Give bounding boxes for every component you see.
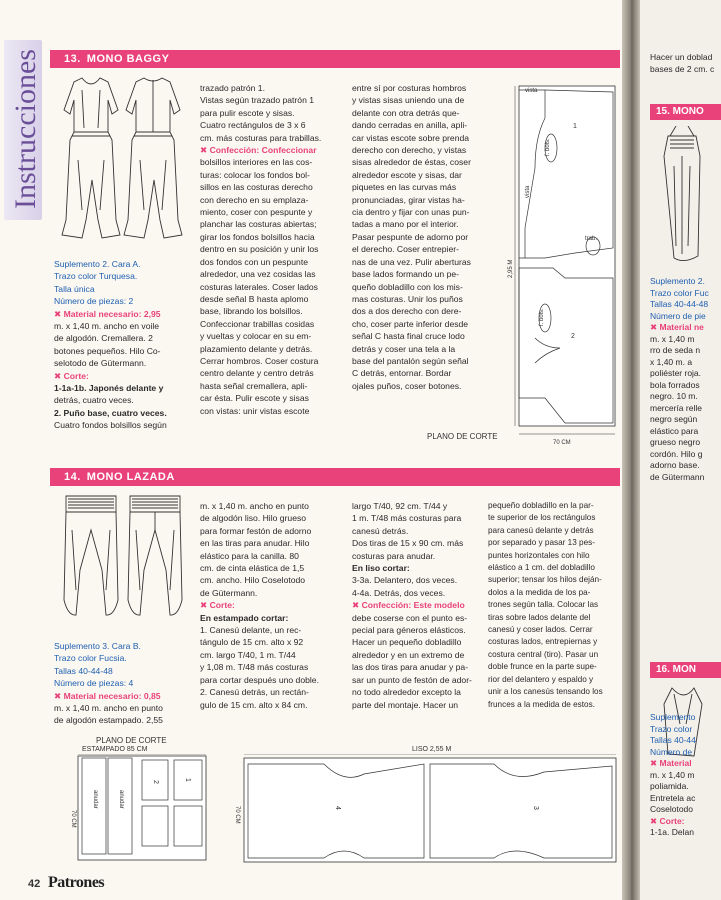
sec14-plan-label: PLANO DE CORTE <box>96 736 167 745</box>
sec14-plan-width-a: 70 CM <box>70 810 76 828</box>
text-line: botones pequeños. Hilo Co- <box>54 345 161 356</box>
text-line: Talla única <box>54 283 95 294</box>
text-line: m. x 1,40 m <box>650 769 695 780</box>
text-line: sisas alrededor de éstas, coser <box>352 157 471 168</box>
sec13-left-column <box>54 258 194 432</box>
text-line: ✖ Material ne <box>650 322 704 332</box>
text-line: con derecho en su emplaza- <box>200 194 309 205</box>
sec14-plan-piece-3: 3 <box>532 806 539 810</box>
text-line: alrededor escote y sisas, dar <box>352 169 462 180</box>
sec14-plan-piece-1: 1 <box>184 778 191 782</box>
text-line: cm. largo T/40, 1 m. T/44 <box>200 649 296 660</box>
text-line: para pulir escote y sisas. <box>200 107 295 118</box>
text-line: detrás, cuatro veces. <box>54 395 134 406</box>
sec14-plan-piece-anudar-b: anudar <box>118 790 124 809</box>
sec14-plan-estampado: ESTAMPADO 85 CM <box>82 746 148 753</box>
text-line: de algodón. Cremallera. 2 <box>54 333 153 344</box>
text-line: para cortar después uno doble. <box>200 674 319 685</box>
sec13-plan-piece-trab: trab. <box>585 236 598 242</box>
text-line: largo T/40, 92 cm. T/44 y <box>352 501 448 511</box>
text-line: puntes horizontales con hilo <box>488 550 590 560</box>
text-line: elástico para la canilla. 80 <box>200 550 299 561</box>
text-line: 1-1a. Delan <box>650 827 694 837</box>
right-sec16-text <box>650 712 721 839</box>
text-line: pronunciadas, girar vistas ha- <box>352 194 465 205</box>
text-line: Tallas 40-44-48 <box>54 665 113 676</box>
text-line: mercería relle <box>650 402 702 413</box>
sec14-plan-piece-anudar-a: anudar <box>92 790 98 809</box>
sec13-cutting-plan <box>505 78 620 453</box>
text-line: dos fondos con un pespunte <box>200 256 308 267</box>
text-line: Cuatro fondos bolsillos según <box>54 420 167 431</box>
sec13-plan-piece-2: 2 <box>571 333 575 340</box>
text-line: parte del montaje. Hacer un <box>352 699 459 710</box>
text-line: cm. más costuras para trabillas. <box>200 132 322 143</box>
text-line: Pasar pespunte de adorno por <box>352 231 469 242</box>
text-line: ✖ Material necesario: 0,85 <box>54 690 161 701</box>
text-line: de Gütermann. <box>200 587 258 598</box>
book-spine <box>622 0 640 900</box>
text-line: ✖ Corte: <box>54 370 89 381</box>
text-line: cordón. Hilo g <box>650 448 703 459</box>
text-line: Vistas según trazado patrón 1 <box>200 95 315 106</box>
sec14-plan-piece-2: 2 <box>152 780 159 784</box>
sec13-column-3 <box>352 82 502 392</box>
text-line: Número de <box>650 746 693 757</box>
mono-lazada-illustration <box>58 490 188 635</box>
text-line: detrás y coser una tela a la <box>352 343 456 354</box>
page-number: 42 <box>28 878 41 890</box>
text-line: Cerrar hombros. Coser costura <box>200 355 319 366</box>
text-line: cm. ancho. Hilo Coselotodo <box>200 575 306 586</box>
text-line: C detrás, entornar. Bordar <box>352 368 452 379</box>
text-line: Número de piezas: 4 <box>54 678 134 689</box>
sec14-left-column <box>54 640 194 727</box>
text-line: Número de pie <box>650 310 706 321</box>
text-line: ✖ Material <box>650 758 692 768</box>
section-13-number: 13. <box>64 53 81 65</box>
text-line: Hacer un pequeño dobladillo <box>352 637 462 648</box>
sec14-plan-width-b: 70 CM <box>234 806 240 824</box>
text-line: car vistas escote sobre prenda <box>352 132 470 143</box>
text-line: dando cerradas en anilla, apli- <box>352 120 468 131</box>
right-page <box>640 0 721 900</box>
text-line: alrededor y en un extremo de <box>352 649 465 660</box>
text-line: costuras lados, entrepiernas y <box>488 637 598 647</box>
text-line: no todo alrededor excepto la <box>352 687 461 698</box>
text-line: x 1,40 m. a <box>650 356 693 367</box>
text-line: 2. Puño base, cuatro veces. <box>54 407 167 418</box>
text-line: 1-1a-1b. Japonés delante y <box>54 383 164 394</box>
text-line: nas de una vez. Pulir aberturas <box>352 256 471 267</box>
text-line: Tallas 40-44 <box>650 735 696 745</box>
text-line: Suplemento 3. Cara B. <box>54 641 141 651</box>
text-line: Número de piezas: 2 <box>54 296 134 307</box>
text-line: Trazo color Turquesa. <box>54 271 138 282</box>
sec13-plan-label: PLANO DE CORTE <box>427 432 498 441</box>
text-line: por separado y pasar 13 pes- <box>488 538 595 548</box>
text-line: Suplemento 2. Cara A. <box>54 259 141 269</box>
text-line: bolsillos interiores en las cos- <box>200 157 313 168</box>
text-line: delante con otra detrás que- <box>352 107 460 118</box>
text-line: ✖ Confección: Confeccionar <box>200 145 317 156</box>
right-sec15-text <box>650 276 721 483</box>
section-14-number: 14. <box>64 471 81 483</box>
right-sec16-header: 16. MON <box>650 662 721 678</box>
text-line: costuras para anudar. <box>352 550 436 561</box>
text-line: plazamiento delante y detrás. <box>200 343 313 354</box>
text-line: En liso cortar: <box>352 563 410 574</box>
sec13-plan-piece-1: 1 <box>573 123 577 130</box>
sec13-plan-piece-fbols-a: f. bols. <box>545 138 551 156</box>
text-line: y vueltas y colocar en su em- <box>200 331 312 342</box>
text-line: sar un punto de festón de ador- <box>352 674 472 685</box>
text-line: trones según talla. Colocar las <box>488 600 599 610</box>
section-13-header <box>50 50 620 68</box>
text-line: ✖ Corte: <box>200 600 235 611</box>
right-sec15-illustration <box>654 126 721 271</box>
text-line: Coselotodo <box>650 804 694 814</box>
text-line: ✖ Confección: Este modelo <box>352 600 465 611</box>
text-line: gulo de 15 cm. alto x 84 cm. <box>200 699 308 710</box>
text-line: Entretela ac <box>650 792 696 803</box>
text-line: bola forrados <box>650 379 700 390</box>
sec14-column-3 <box>352 500 482 711</box>
section-14-header <box>50 468 620 486</box>
text-line: rior del delantero y espaldo y <box>488 674 594 684</box>
text-line: y 1,08 m. T/48 más costuras <box>200 662 309 673</box>
sec13-column-2 <box>200 82 346 417</box>
text-line: dos a dos derecho con dere- <box>352 306 462 317</box>
text-line: m. x 1,40 m <box>650 333 695 344</box>
section-13-title: MONO BAGGY <box>86 53 170 65</box>
text-line: frunces a la medida de estos. <box>488 699 595 709</box>
text-line: Suplemento 2. <box>650 276 705 286</box>
text-line: negro. 10 m. <box>650 391 698 401</box>
text-line: te superior de los rectángulos <box>488 513 596 523</box>
text-line: ✖ Corte: <box>650 815 685 826</box>
sec13-plan-piece-fbols-b: f. bols. <box>539 308 545 326</box>
text-line: elástico para <box>650 425 699 436</box>
text-line: Trazo color Fuc <box>650 287 709 298</box>
text-line: tiras sobre lados delante del <box>488 612 591 622</box>
text-line: sillos en las costuras derecho <box>200 182 313 193</box>
text-line: y vistas sisas uniendo una de <box>352 95 465 106</box>
text-line: turas: colocar los fondos bol- <box>200 169 310 180</box>
text-line: debe coserse con el punto es- <box>352 612 468 623</box>
text-line: poliamida. <box>650 781 689 791</box>
text-line: grueso negro <box>650 437 701 447</box>
text-line: en las tiras para anudar. Hilo <box>200 538 310 549</box>
text-line: 3-3a. Delantero, dos veces. <box>352 575 458 586</box>
text-line: ✖ Material necesario: 2,95 <box>54 308 161 319</box>
right-top-line-1: Hacer un doblad <box>650 52 713 62</box>
text-line: pequeño dobladillo en la par- <box>488 501 594 510</box>
text-line: adorno base. <box>650 460 700 470</box>
text-line: queño dobladillo con los mis- <box>352 281 463 292</box>
text-line: cho, coser parte inferior desde <box>352 318 469 329</box>
text-line: m. x 1,40 m. ancho en punto <box>54 703 163 714</box>
text-line: centro delante y centro detrás <box>200 368 314 379</box>
text-line: desde señal B hasta aplomo <box>200 293 309 304</box>
text-line: car ésta. Pulir escote y sisas <box>200 393 309 404</box>
section-14-title: MONO LAZADA <box>86 471 175 483</box>
text-line: base del pantalón según señal <box>352 355 469 366</box>
text-line: Tallas 40-44-48 <box>650 299 709 309</box>
text-line: para canesú delante y detrás <box>488 525 594 535</box>
text-line: señal C hasta final cruce lodo <box>352 331 465 342</box>
mono-baggy-illustration <box>52 70 192 255</box>
brand-logo: Patrones <box>48 874 105 891</box>
right-top-line-2: bases de 2 cm. c <box>650 64 715 74</box>
text-line: entre sí por costuras hombros <box>352 83 467 93</box>
side-title-text: Instrucciones <box>9 49 42 209</box>
text-line: costura central (tiro). Pasar un <box>488 649 599 659</box>
side-title <box>4 40 42 220</box>
text-line: dolos a la medida de los pa- <box>488 587 591 597</box>
text-line: base, librando los bolsillos. <box>200 306 303 317</box>
text-line: unir a los canesús tensando los <box>488 687 603 697</box>
text-line: de algodón estampado. 2,55 <box>54 715 163 726</box>
text-line: tadas a mano por el interior. <box>352 219 459 230</box>
text-line: selotodo de Gütermann. <box>54 358 147 369</box>
text-line: el derecho. Coser entrepier- <box>352 244 459 255</box>
sec14-plan-piece-4: 4 <box>334 806 341 810</box>
text-line: canesú y coser lados. Cerrar <box>488 625 593 635</box>
text-line: cm. de cinta elástica de 1,5 <box>200 563 305 574</box>
text-line: elástico a 1 cm. del dobladillo <box>488 563 595 573</box>
sec14-plan-liso: LISO 2,55 M <box>412 746 452 753</box>
sec14-column-4 <box>488 500 622 711</box>
text-line: m. x 1,40 m. ancho en punto <box>200 501 309 511</box>
right-sec15-header: 15. MONO <box>650 104 721 120</box>
text-line: 1 m. T/48 más costuras para <box>352 513 462 524</box>
text-line: cia dentro y fijar con unas pun- <box>352 207 470 218</box>
sec14-column-2 <box>200 500 346 711</box>
text-line: costuras laterales. Coser lados <box>200 281 318 292</box>
text-line: rro de seda n <box>650 345 701 355</box>
text-line: para formar festón de adorno <box>200 525 312 536</box>
text-line: de algodón liso. Hilo grueso <box>200 513 307 524</box>
text-line: pecial para géneros elásticos. <box>352 625 466 636</box>
text-line: planchar las costuras abiertas; <box>200 219 317 230</box>
sec13-plan-piece-vista-b: vista <box>525 185 531 198</box>
text-line: mas costuras. Unir los puños <box>352 293 463 304</box>
text-line: alrededor, una vez cosidas las <box>200 269 316 280</box>
text-line: doble frunce en la parte supe- <box>488 662 597 672</box>
text-line: miento, coser con pespunte y <box>200 207 313 218</box>
text-line: base lados formando un pe- <box>352 269 460 280</box>
text-line: con vistas: unir vistas escote <box>200 405 310 416</box>
text-line: Confeccionar trabillas cosidas <box>200 318 315 329</box>
text-line: 4-4a. Detrás, dos veces. <box>352 587 446 598</box>
sec13-plan-width: 70 CM <box>553 440 571 446</box>
sec13-plan-height: 2,95 M <box>508 259 514 278</box>
text-line: ojales puños, coser botones. <box>352 380 462 391</box>
text-line: 2. Canesú detrás, un rectán- <box>200 687 309 698</box>
text-line: 1. Canesú delante, un rec- <box>200 625 302 636</box>
text-line: Trazo color <box>650 723 693 734</box>
text-line: piquetes en las curvas más <box>352 182 457 193</box>
text-line: derecho con derecho, y vistas <box>352 145 467 156</box>
text-line: negro según <box>650 414 698 424</box>
text-line: girar los fondos bolsillos hacia <box>200 231 315 242</box>
text-line: superior; tensar los hilos deján- <box>488 575 602 585</box>
text-line: tángulo de 15 cm. alto x 92 <box>200 637 304 648</box>
sec13-plan-svg <box>505 78 620 453</box>
text-line: Dos tiras de 15 x 90 cm. más <box>352 538 464 549</box>
text-line: poliéster roja. <box>650 368 702 378</box>
text-line: Suplemento <box>650 712 696 722</box>
text-line: dentro en su posición y unir los <box>200 244 319 255</box>
text-line: m. x 1,40 m. ancho en voile <box>54 321 160 332</box>
text-line: de Gütermann <box>650 471 705 482</box>
text-line: canesú detrás. <box>352 525 409 536</box>
sec13-plan-piece-vista-a: vista <box>525 88 538 94</box>
text-line: trazado patrón 1. <box>200 83 265 93</box>
sec14-cutting-plan-svg <box>64 754 620 866</box>
text-line: hasta señal cremallera, apli- <box>200 380 308 391</box>
text-line: las dos tiras para anudar y pa- <box>352 662 469 673</box>
text-line: En estampado cortar: <box>200 612 289 623</box>
text-line: Trazo color Fucsia. <box>54 653 127 664</box>
text-line: Cuatro rectángulos de 3 x 6 <box>200 120 306 131</box>
